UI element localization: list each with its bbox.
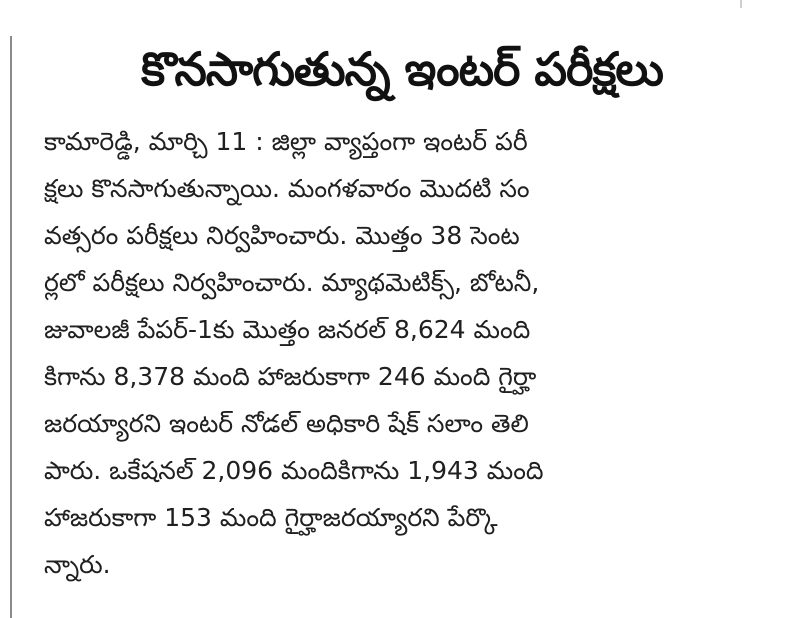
article-line: న్నారు. bbox=[44, 550, 111, 579]
article-body bbox=[44, 118, 760, 588]
article-line: కామారెడ్డి, మార్చి 11 : జిల్లా వ్యాప్తంగా ఇంటర్ పరీ bbox=[44, 127, 528, 156]
article-line: ర్లలో పరీక్షలు నిర్వహించారు. మ్యాథమెటిక్స్, బోటనీ, bbox=[44, 268, 540, 297]
article-line: వత్సరం పరీక్షలు నిర్వహించారు. మొత్తం 38 సెంట bbox=[44, 221, 520, 250]
column-divider bbox=[10, 36, 12, 618]
article-line: క్షలు కొనసాగుతున్నాయి. మంగళవారం మొదటి సం bbox=[44, 174, 530, 203]
article-line: పారు. ఒకేషనల్ 2,096 మందికిగాను 1,943 మంది bbox=[44, 456, 544, 485]
article-line: జరయ్యారని ఇంటర్ నోడల్ అధికారి షేక్ సలాం తెలి bbox=[44, 409, 529, 438]
article-line: హాజరుకాగా 153 మంది గైర్హాజరయ్యారని పేర్కొ bbox=[44, 503, 498, 532]
page-edge-mark bbox=[728, 0, 742, 8]
article-line: జువాలజీ పేపర్-1కు మొత్తం జనరల్ 8,624 మంది bbox=[44, 315, 531, 344]
news-article bbox=[44, 30, 760, 588]
article-line: కిగాను 8,378 మంది హాజరుకాగా 246 మంది గైర్హా bbox=[44, 362, 537, 391]
article-headline: కొనసాగుతున్న ఇంటర్ పరీక్షలు bbox=[141, 42, 663, 96]
